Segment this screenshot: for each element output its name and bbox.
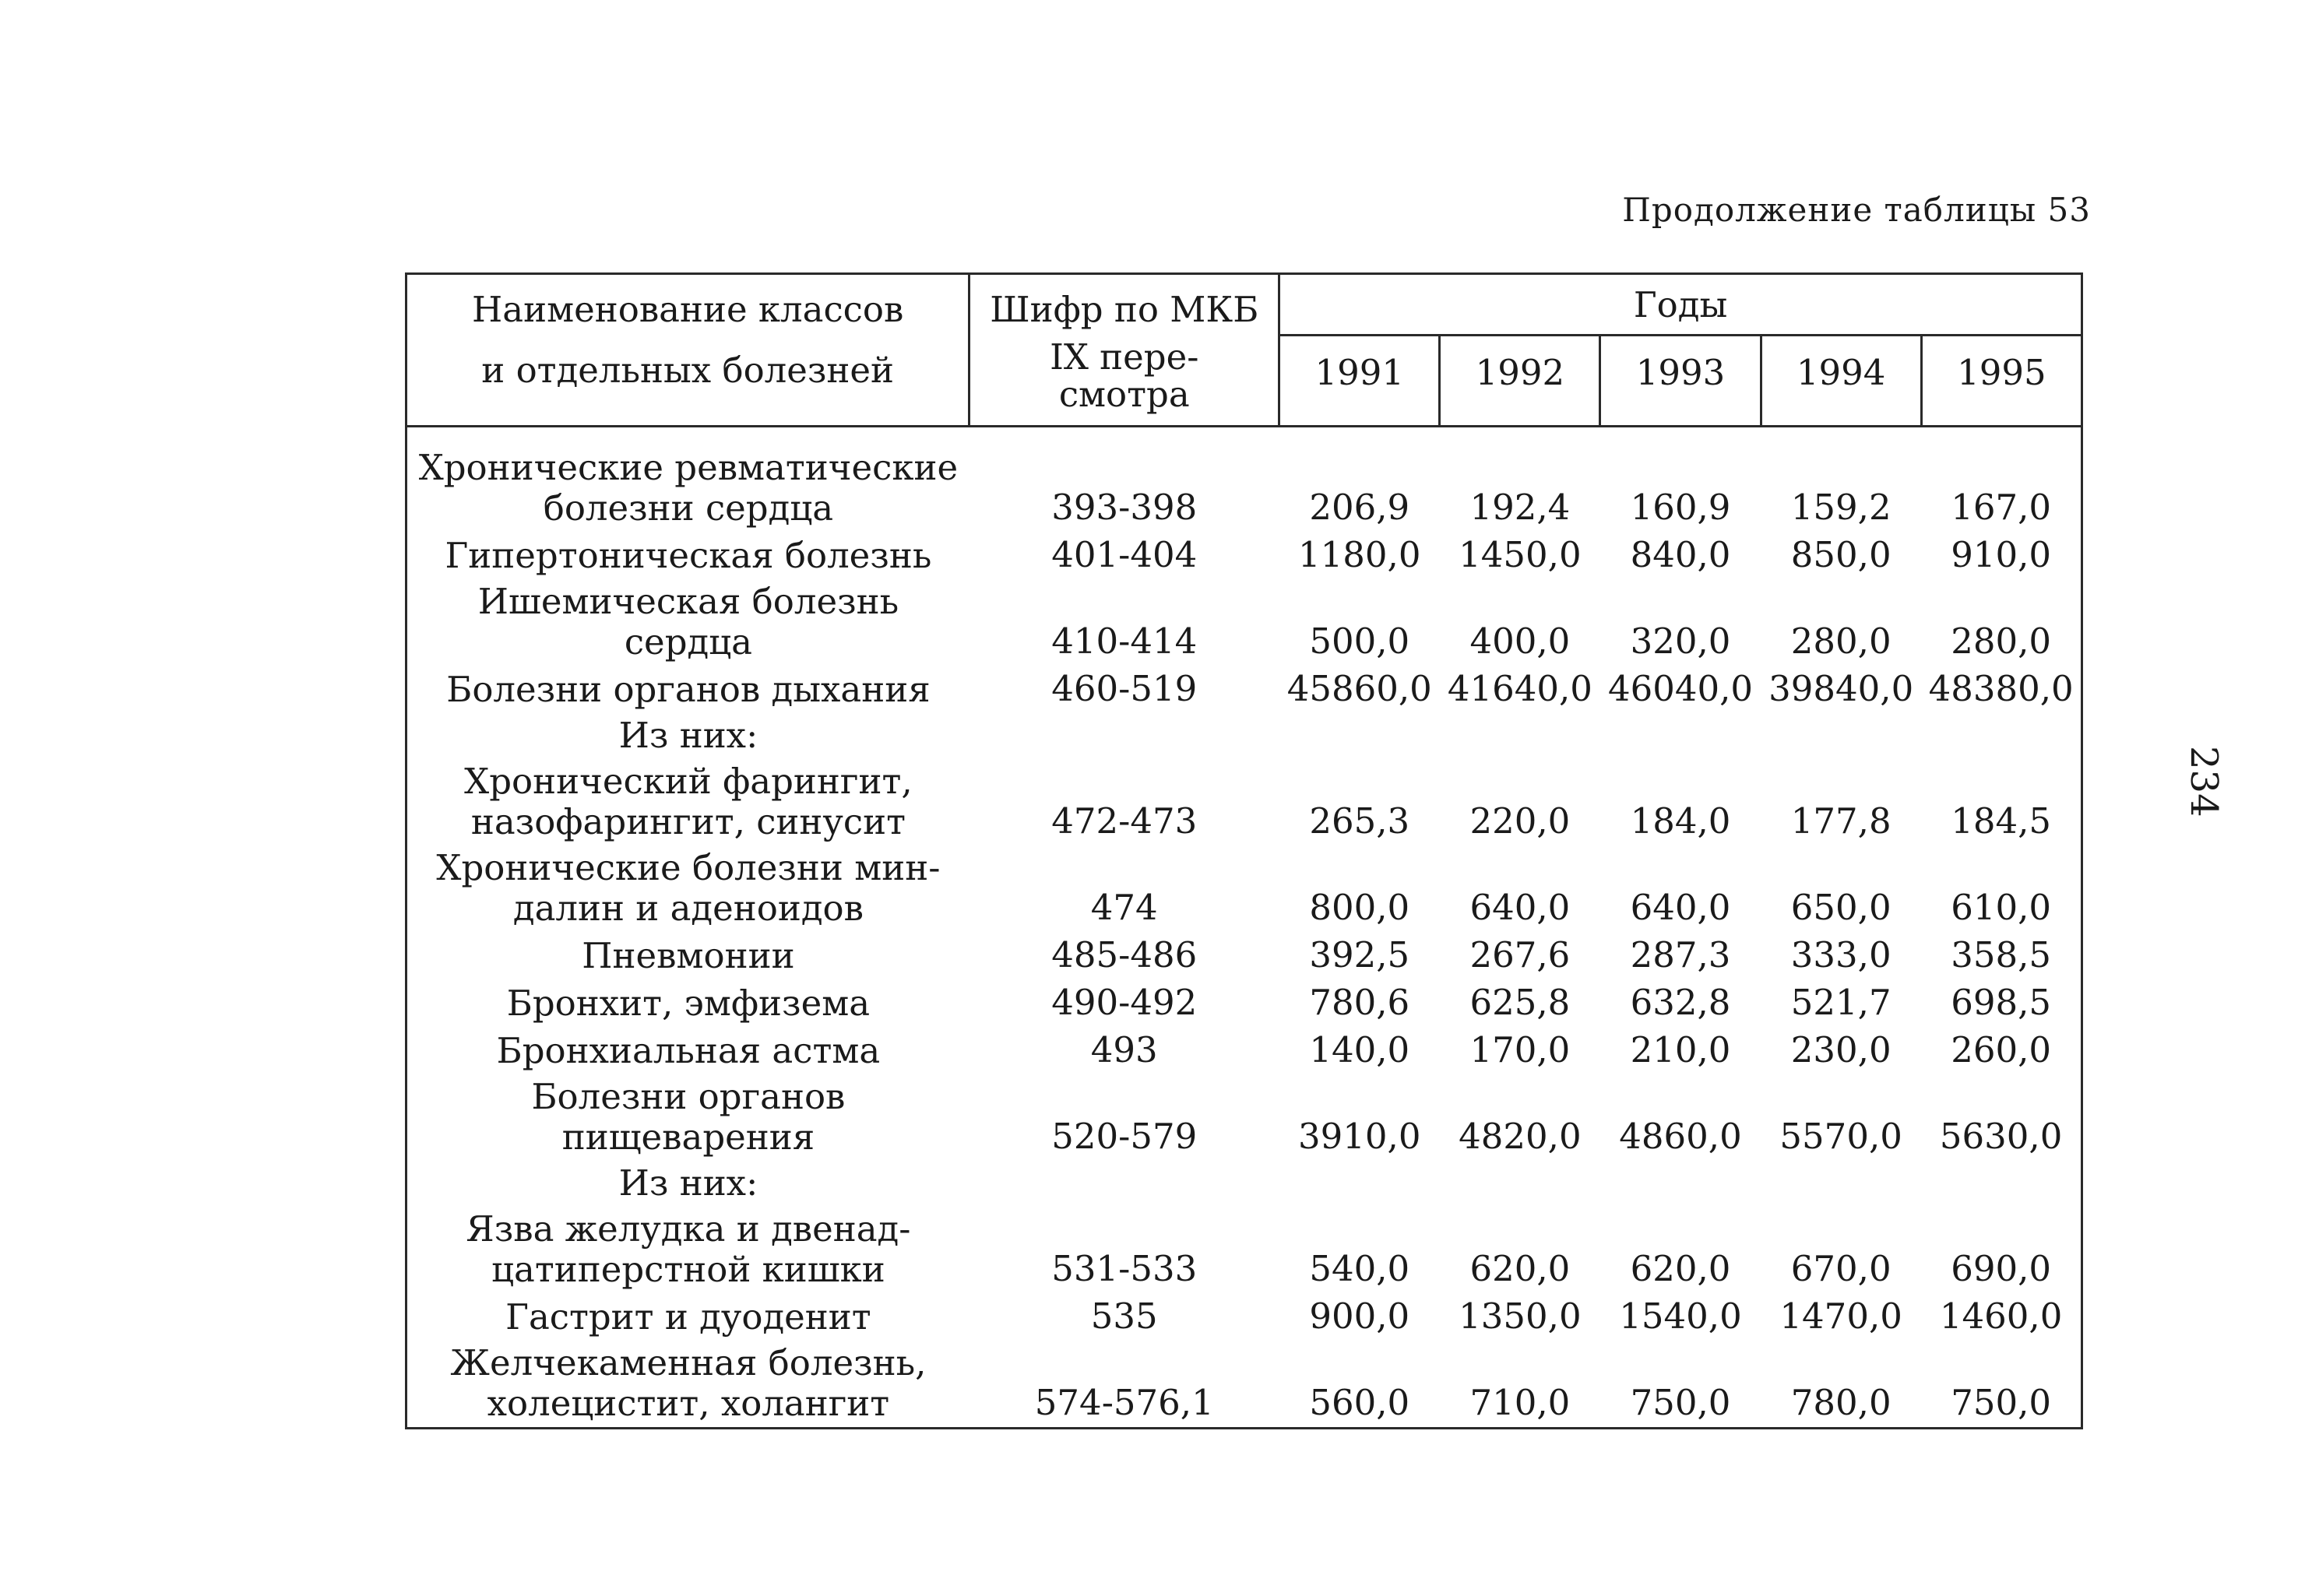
icd-code-cell: 490-492 [1051, 982, 1198, 1023]
value-cell: 392,5 [1309, 934, 1410, 976]
value-cell: 5630,0 [1921, 1074, 2082, 1160]
value-cell: 4820,0 [1459, 1116, 1582, 1157]
value-cell: 206,9 [1309, 487, 1410, 528]
value-cell: 41640,0 [1447, 668, 1592, 709]
table-row [406, 1340, 2082, 1429]
page-number: 234 [2182, 746, 2226, 817]
value-cell: 167,0 [1921, 427, 2082, 532]
value-cell: 3910,0 [1298, 1116, 1421, 1157]
table-row [406, 758, 2082, 845]
value-cell: 184,0 [1630, 800, 1731, 842]
value-cell [1921, 1160, 2082, 1206]
value-cell: 192,4 [1469, 487, 1571, 528]
value-cell: 750,0 [1921, 1340, 2082, 1429]
value-cell: 698,5 [1921, 979, 2082, 1026]
disease-name-cell: Ишемическая болезнь сердца [406, 578, 970, 665]
icd-code-cell: 401-404 [1051, 534, 1198, 575]
value-cell: 358,5 [1921, 931, 2082, 979]
icd-code-cell: 393-398 [1051, 487, 1198, 528]
value-cell: 230,0 [1790, 1029, 1892, 1070]
value-cell: 632,8 [1630, 982, 1731, 1023]
icd-code-cell: 493 [1090, 1029, 1158, 1070]
value-cell: 521,7 [1790, 982, 1892, 1023]
value-cell: 4860,0 [1619, 1116, 1742, 1157]
table-row [406, 1292, 2082, 1340]
value-cell [1600, 1160, 1761, 1206]
value-cell: 560,0 [1279, 1340, 1440, 1429]
disease-name-cell: Болезни органов пищеварения [406, 1074, 970, 1160]
value-cell: 1180,0 [1298, 534, 1421, 575]
value-cell: 280,0 [1921, 578, 2082, 665]
header-disease-name-line2: и отдельных болезней [481, 350, 895, 391]
table-row [406, 427, 2082, 532]
value-cell: 160,9 [1630, 487, 1731, 528]
value-cell [1921, 712, 2082, 758]
header-year: 1993 [1600, 336, 1761, 427]
value-cell: 140,0 [1309, 1029, 1410, 1070]
value-cell: 48380,0 [1921, 665, 2082, 712]
value-cell: 910,0 [1921, 531, 2082, 578]
icd-code-cell [970, 712, 1279, 758]
value-cell: 710,0 [1440, 1340, 1600, 1429]
table-row [406, 931, 2082, 979]
table-caption: Продолжение таблицы 53 [1622, 191, 2091, 229]
table-row [406, 712, 2082, 758]
header-year: 1991 [1279, 336, 1440, 427]
value-cell [1440, 712, 1600, 758]
value-cell: 670,0 [1790, 1248, 1892, 1289]
table-row [406, 665, 2082, 712]
table-row [406, 531, 2082, 578]
header-icd-code [970, 274, 1279, 427]
value-cell: 540,0 [1309, 1248, 1410, 1289]
value-cell: 625,8 [1469, 982, 1571, 1023]
disease-name-cell: Хронические ревматические болезни сердца [406, 427, 970, 532]
value-cell: 690,0 [1921, 1206, 2082, 1292]
header-years: Годы [1279, 274, 2082, 336]
value-cell: 287,3 [1630, 934, 1731, 976]
value-cell: 260,0 [1921, 1026, 2082, 1074]
value-cell: 840,0 [1630, 534, 1731, 575]
value-cell: 1450,0 [1459, 534, 1582, 575]
disease-table [405, 272, 2083, 1429]
value-cell [1279, 1160, 1440, 1206]
header-icd-code-line1: Шифр по МКБ [990, 289, 1259, 330]
value-cell [1440, 1160, 1600, 1206]
disease-name-cell: Пневмонии [406, 931, 970, 979]
value-cell: 5570,0 [1779, 1116, 1902, 1157]
value-cell: 45860,0 [1286, 668, 1432, 709]
value-cell: 333,0 [1790, 934, 1892, 976]
value-cell: 184,5 [1921, 758, 2082, 845]
table-row [406, 845, 2082, 931]
value-cell: 640,0 [1630, 887, 1731, 928]
header-year: 1994 [1761, 336, 1921, 427]
icd-code-cell: 520-579 [1051, 1116, 1198, 1157]
disease-name-cell: Гастрит и дуоденит [406, 1292, 970, 1340]
table-body [406, 427, 2082, 1429]
table-row [406, 1074, 2082, 1160]
value-cell: 650,0 [1790, 887, 1892, 928]
value-cell: 620,0 [1469, 1248, 1571, 1289]
value-cell: 1460,0 [1921, 1292, 2082, 1340]
value-cell: 39840,0 [1768, 668, 1914, 709]
value-cell: 1540,0 [1619, 1295, 1742, 1337]
disease-name-cell: Желчекаменная болезнь, холецистит, холангит [406, 1340, 970, 1429]
value-cell: 280,0 [1790, 620, 1892, 662]
value-cell: 800,0 [1309, 887, 1410, 928]
disease-name-cell: Из них: [406, 1160, 970, 1206]
disease-name-cell: Гипертоническая болезнь [406, 531, 970, 578]
value-cell: 265,3 [1309, 800, 1410, 842]
value-cell: 177,8 [1790, 800, 1892, 842]
value-cell: 267,6 [1469, 934, 1571, 976]
value-cell [1279, 712, 1440, 758]
value-cell: 210,0 [1630, 1029, 1731, 1070]
value-cell [1761, 1160, 1921, 1206]
icd-code-cell: 574-576,1 [970, 1340, 1279, 1429]
header-year: 1995 [1921, 336, 2082, 427]
icd-code-cell: 531-533 [1051, 1248, 1198, 1289]
icd-code-cell: 410-414 [1051, 620, 1198, 662]
disease-name-cell: Язва желудка и двенад- цатиперстной кишки [406, 1206, 970, 1292]
value-cell [1761, 712, 1921, 758]
icd-code-cell: 535 [1090, 1295, 1158, 1337]
disease-name-cell: Болезни органов дыхания [406, 665, 970, 712]
value-cell: 159,2 [1790, 487, 1892, 528]
table-row [406, 578, 2082, 665]
disease-name-cell: Хронические болезни мин- далин и аденоидов [406, 845, 970, 931]
value-cell: 750,0 [1600, 1340, 1761, 1429]
icd-code-cell [970, 1160, 1279, 1206]
value-cell: 46040,0 [1607, 668, 1754, 709]
value-cell: 1470,0 [1779, 1295, 1902, 1337]
header-year: 1992 [1440, 336, 1600, 427]
disease-name-cell: Хронический фарингит, назофарингит, синусит [406, 758, 970, 845]
value-cell: 640,0 [1469, 887, 1571, 928]
header-disease-name [406, 274, 970, 427]
header-icd-code-line2: IX пере- смотра [1050, 336, 1199, 415]
value-cell: 500,0 [1309, 620, 1410, 662]
header-disease-name-line1: Наименование классов [472, 289, 904, 330]
value-cell: 1350,0 [1459, 1295, 1582, 1337]
table-row [406, 1206, 2082, 1292]
icd-code-cell: 474 [1090, 887, 1158, 928]
table-row [406, 979, 2082, 1026]
value-cell: 780,6 [1309, 982, 1410, 1023]
table-row [406, 1160, 2082, 1206]
icd-code-cell: 485-486 [1051, 934, 1198, 976]
value-cell: 320,0 [1630, 620, 1731, 662]
value-cell: 900,0 [1309, 1295, 1410, 1337]
disease-name-cell: Бронхиальная астма [406, 1026, 970, 1074]
value-cell [1600, 712, 1761, 758]
value-cell: 620,0 [1630, 1248, 1731, 1289]
disease-name-cell: Из них: [406, 712, 970, 758]
table-row [406, 1026, 2082, 1074]
value-cell: 400,0 [1469, 620, 1571, 662]
value-cell: 610,0 [1921, 845, 2082, 931]
value-cell: 780,0 [1761, 1340, 1921, 1429]
value-cell: 170,0 [1469, 1029, 1571, 1070]
value-cell: 220,0 [1469, 800, 1571, 842]
icd-code-cell: 460-519 [1051, 668, 1198, 709]
value-cell: 850,0 [1790, 534, 1892, 575]
disease-name-cell: Бронхит, эмфизема [406, 979, 970, 1026]
icd-code-cell: 472-473 [1051, 800, 1198, 842]
